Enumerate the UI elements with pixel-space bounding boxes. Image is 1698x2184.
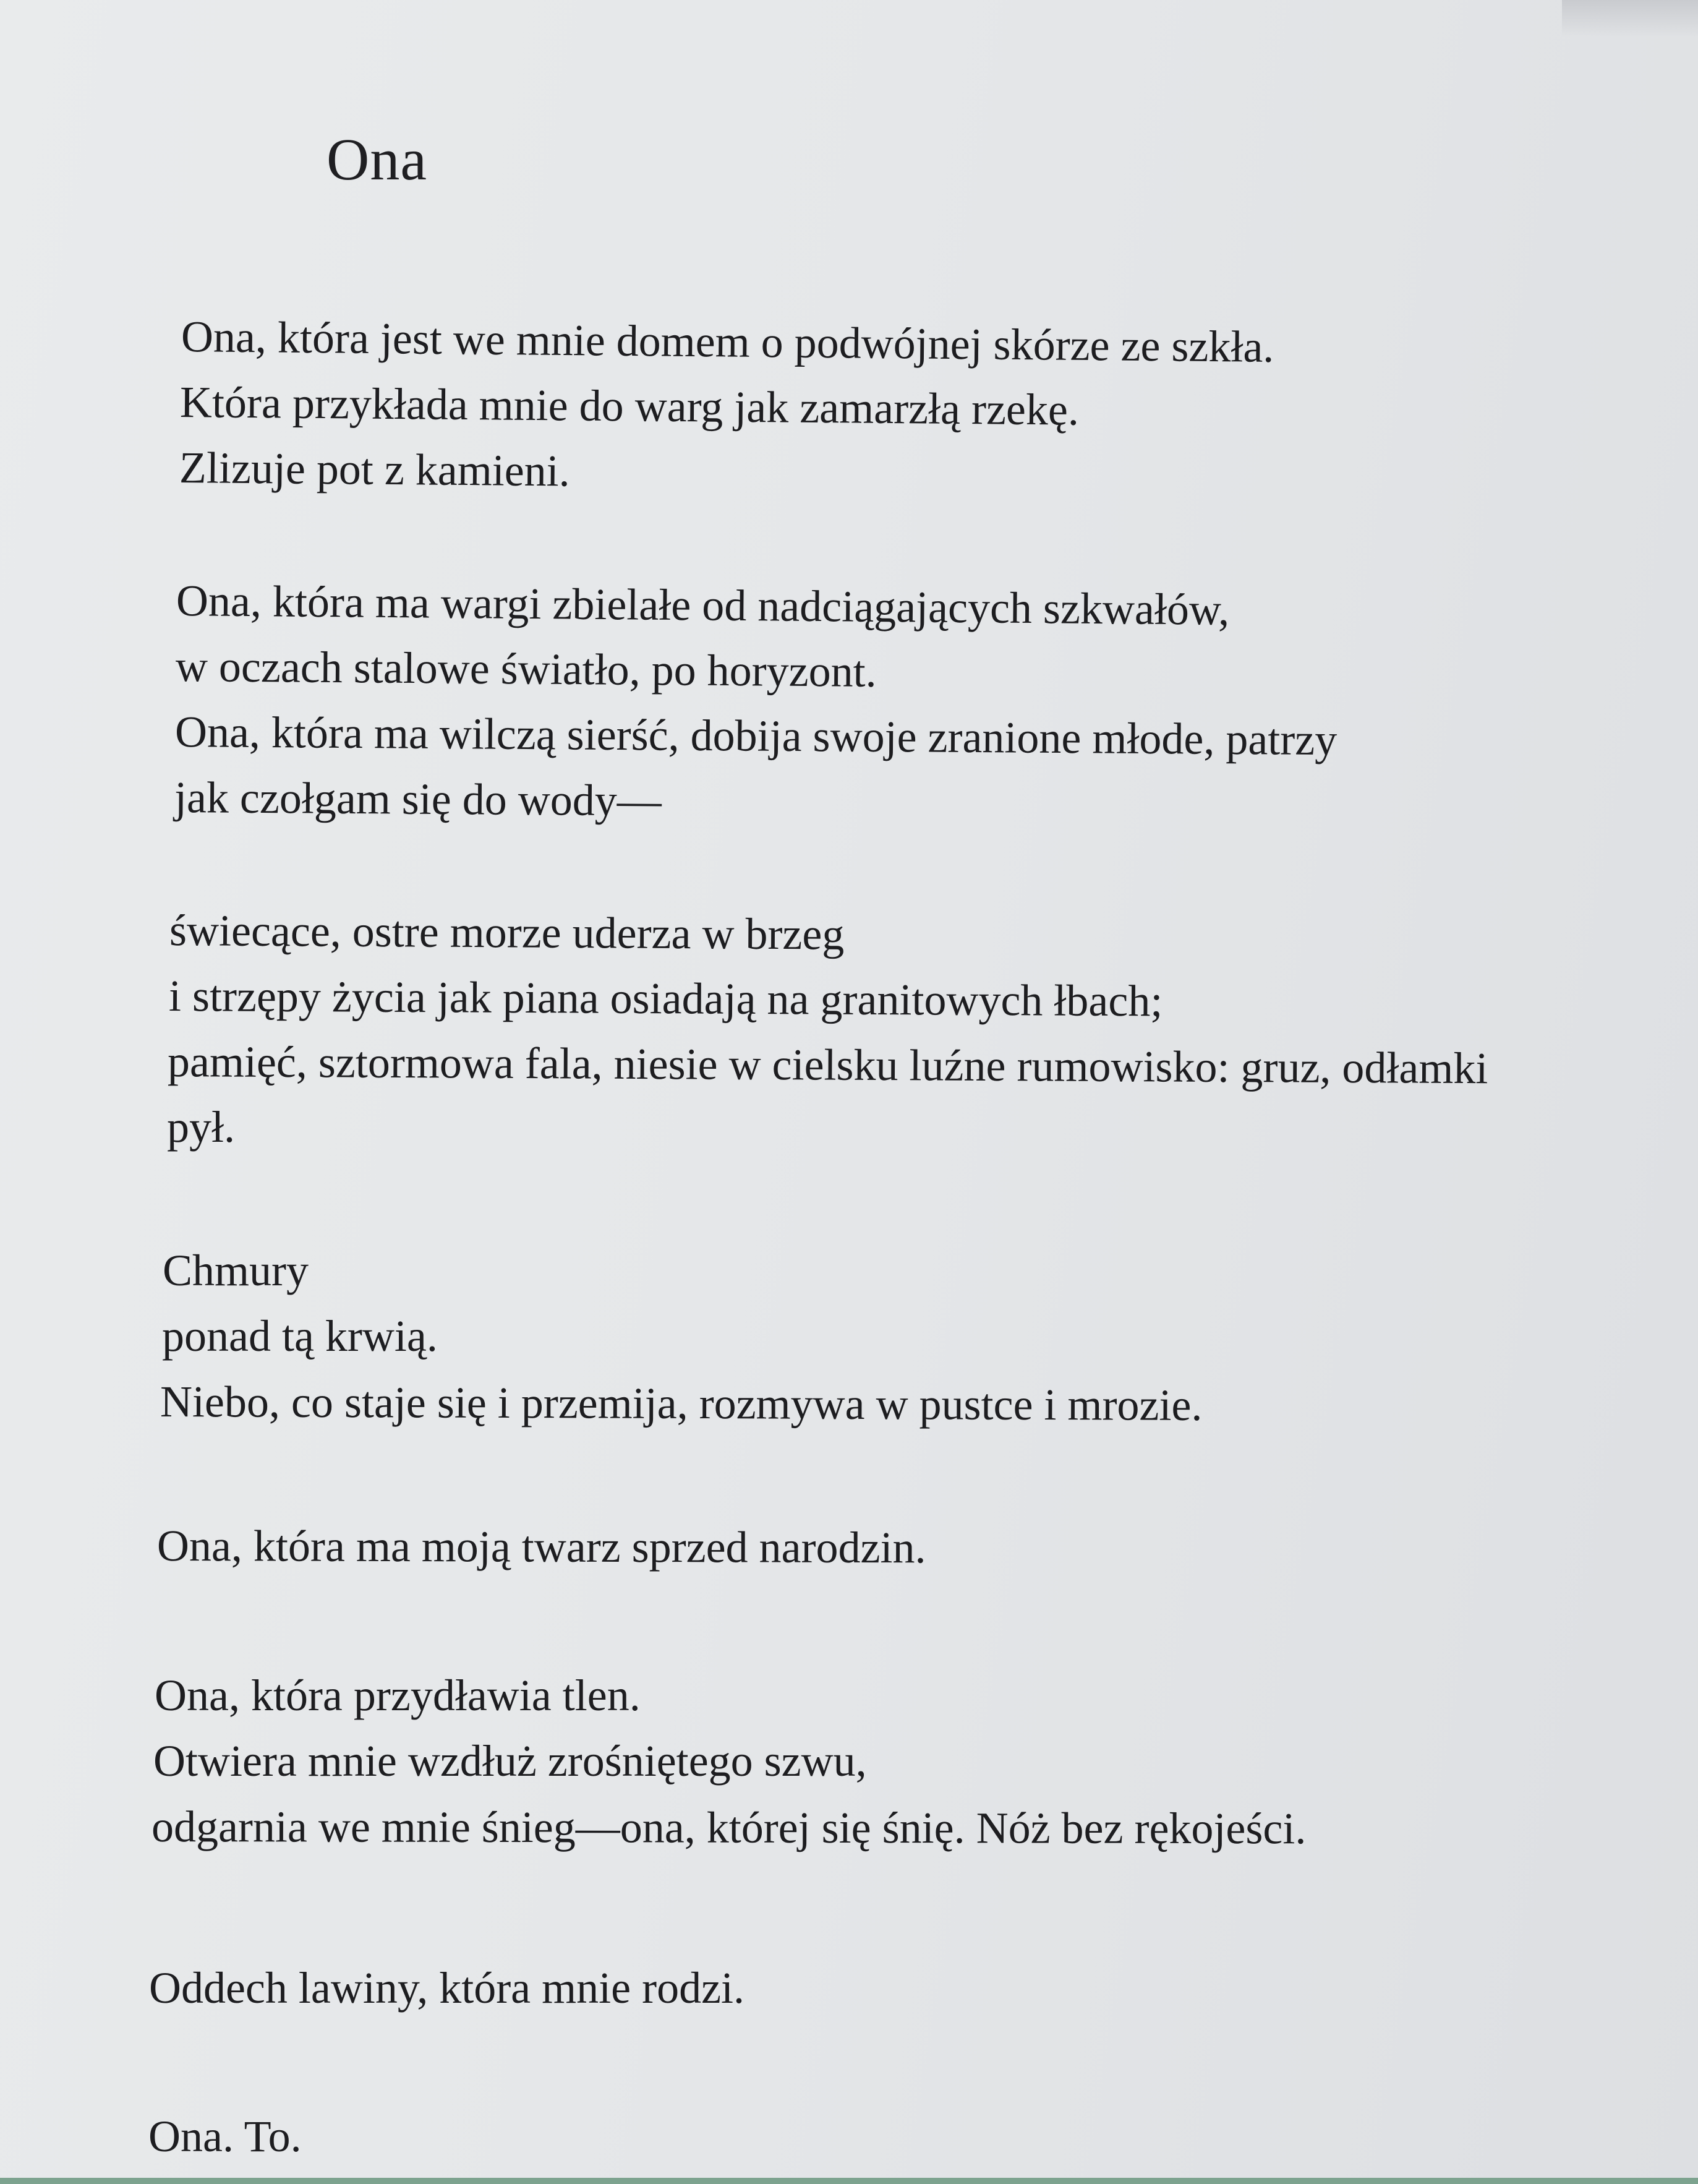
poem-line: Ona, która jest we mnie domem o podwójnej skórze ze szkła. bbox=[181, 312, 1274, 372]
poem-line: w oczach stalowe światło, po horyzont. bbox=[175, 641, 877, 696]
poem-title: Ona bbox=[326, 126, 427, 192]
poem-line: Oddech lawiny, która mnie rodzi. bbox=[149, 1963, 745, 2013]
poem-line: ponad tą krwią. bbox=[162, 1311, 438, 1361]
poem-line: Chmury bbox=[163, 1246, 309, 1295]
poem-line: Otwiera mnie wzdłuż zrośniętego szwu, bbox=[153, 1736, 867, 1786]
poem-line: pamięć, sztormowa fala, niesie w cielsku luźne rumowisko: gruz, odłamki bbox=[167, 1037, 1488, 1094]
background-strip bbox=[0, 2178, 1698, 2184]
poem-line: jak czołgam się do wody— bbox=[174, 773, 662, 826]
poem-line: Ona, która ma moją twarz sprzed narodzin. bbox=[156, 1521, 926, 1573]
poem-line: Niebo, co staje się i przemija, rozmywa w pustce i mrozie. bbox=[160, 1377, 1203, 1430]
poem-line: Zlizuje pot z kamieni. bbox=[179, 443, 571, 496]
poem-line: Ona, która ma wilczą sierść, dobija swoje zranione młode, patrzy bbox=[174, 707, 1337, 765]
poem-line: Ona, która przydławia tlen. bbox=[155, 1671, 641, 1720]
poem-line: Która przykłada mnie do warg jak zamarzłą rzekę. bbox=[179, 377, 1080, 435]
poem-line: świecące, ostre morze uderza w brzeg bbox=[169, 906, 845, 959]
poem-line: i strzępy życia jak piana osiadają na granitowych łbach; bbox=[168, 971, 1163, 1026]
poem-line: Ona. To. bbox=[148, 2112, 302, 2161]
poem-line: Ona, która ma wargi zbielałe od nadciągających szkwałów, bbox=[176, 576, 1230, 635]
poem-line: pył. bbox=[167, 1102, 236, 1152]
poem-line: odgarnia we mnie śnieg—ona, której się śnię. Nóż bez rękojeści. bbox=[151, 1802, 1307, 1854]
